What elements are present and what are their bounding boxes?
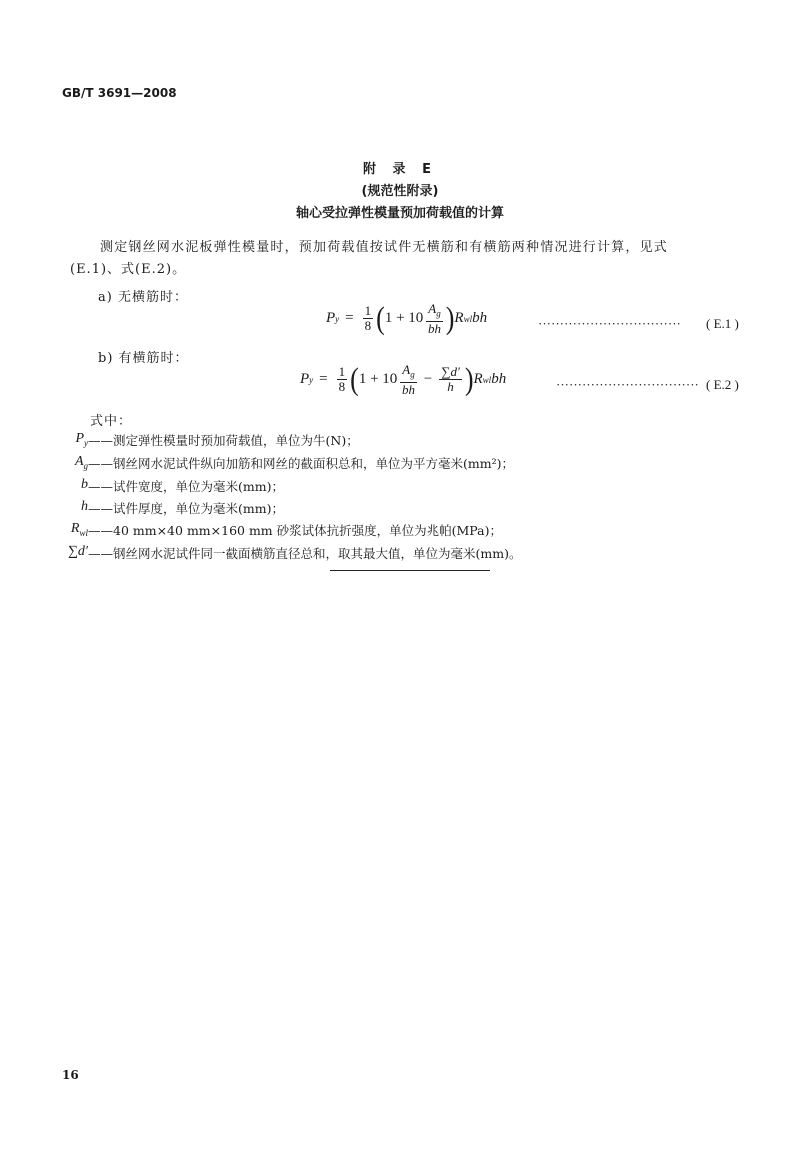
formula-lhs-sub: y	[335, 313, 340, 324]
equals: =	[345, 310, 354, 327]
one-plus-ten: 1 + 10	[384, 310, 424, 327]
intro-line-2: (E.1)、式(E.2)。	[70, 262, 187, 277]
sumd: ∑d′	[441, 364, 460, 380]
definition-item	[0, 499, 284, 517]
label-e1: ( E.1 )	[706, 316, 739, 331]
label-e2: ( E.2 )	[706, 377, 739, 392]
page-number: 16	[62, 1068, 79, 1082]
formula-lhs-sub: y	[309, 374, 314, 385]
ag: A	[402, 362, 411, 377]
appendix-type: (规范性附录)	[361, 184, 439, 199]
formula-lhs: P	[326, 310, 336, 327]
leader-dots-e1: ·································	[538, 316, 681, 331]
minus: −	[423, 371, 433, 388]
ag-fraction	[426, 302, 442, 336]
end-rule	[330, 570, 490, 571]
tail-bh: bh	[491, 371, 507, 388]
def-text: ——试件宽度，单位为毫米(mm)；	[88, 479, 284, 494]
standard-number: GB/T 3691—2008	[62, 86, 177, 100]
ag-fraction	[400, 363, 416, 397]
ag-sub: g	[410, 369, 415, 380]
def-text: ——钢丝网水泥试件纵向加筋和网丝的截面积总和，单位为平方毫米(mm²)；	[88, 456, 514, 471]
appendix-subject: 轴心受拉弹性模量预加荷载值的计算	[295, 206, 504, 221]
r-sub: wl	[482, 374, 492, 385]
definition-item	[0, 521, 502, 539]
where-label: 式中：	[90, 414, 133, 429]
r: R	[473, 371, 483, 388]
tail-bh: bh	[472, 310, 488, 327]
formula-e2: P y = $\frac{1}{8}$ ( 1 + 10 $\frac{A_g}{bh}$ − $\frac{\sum d'}{h}$ ) R wl bh	[300, 361, 507, 397]
definition-item	[0, 454, 514, 472]
def-symbol: b	[81, 477, 88, 492]
coef-num: 1	[338, 364, 346, 380]
formula-lhs: P	[300, 371, 310, 388]
bh: bh	[428, 320, 441, 336]
def-symbol: P	[75, 431, 84, 446]
coef-den: 8	[338, 379, 346, 395]
h: h	[447, 379, 454, 395]
definition-item	[0, 431, 359, 449]
bh: bh	[402, 381, 415, 397]
def-symbol: ∑d′	[67, 544, 88, 559]
def-sub: wl	[79, 527, 88, 538]
coef-fraction	[337, 365, 348, 394]
intro-line-1: 测定钢丝网水泥板弹性模量时，预加荷载值按试件无横筋和有横筋两种情况进行计算，见式	[100, 240, 669, 255]
def-text: ——钢丝网水泥试件同一截面横筋直径总和，取其最大值，单位为毫米(mm)。	[88, 546, 522, 561]
r: R	[454, 310, 464, 327]
one-plus-ten: 1 + 10	[358, 371, 398, 388]
coef-den: 8	[364, 318, 372, 334]
ag: A	[428, 301, 437, 316]
def-text: ——试件厚度，单位为毫米(mm)；	[88, 501, 284, 516]
coef-num: 1	[364, 303, 372, 319]
appendix-title: 附 录 E	[363, 162, 437, 177]
definition-item	[0, 477, 284, 495]
definition-item	[0, 544, 521, 562]
def-text: ——测定弹性模量时预加荷载值，单位为牛(N)；	[88, 433, 359, 448]
def-sub: g	[83, 460, 88, 471]
def-symbol: h	[81, 499, 88, 514]
r-sub: wl	[463, 313, 473, 324]
def-symbol: A	[74, 454, 84, 469]
coef-fraction	[363, 304, 374, 333]
formula-e1: P y = $\frac{1}{8}$ ( 1 + 10 $\frac{A_g}{bh}$ ) R wl bh	[326, 300, 488, 336]
case-b-label: b) 有横筋时：	[98, 351, 189, 366]
def-text: ——40 mm×40 mm×160 mm 砂浆试体抗折强度，单位为兆帕(MPa)；	[88, 523, 502, 538]
sumd-fraction	[439, 365, 462, 394]
equals: =	[319, 371, 328, 388]
case-a-label: a) 无横筋时：	[98, 290, 188, 305]
leader-dots-e2: ·································	[556, 377, 699, 392]
ag-sub: g	[436, 308, 441, 319]
def-sub: y	[84, 437, 88, 448]
def-symbol: R	[70, 521, 80, 536]
